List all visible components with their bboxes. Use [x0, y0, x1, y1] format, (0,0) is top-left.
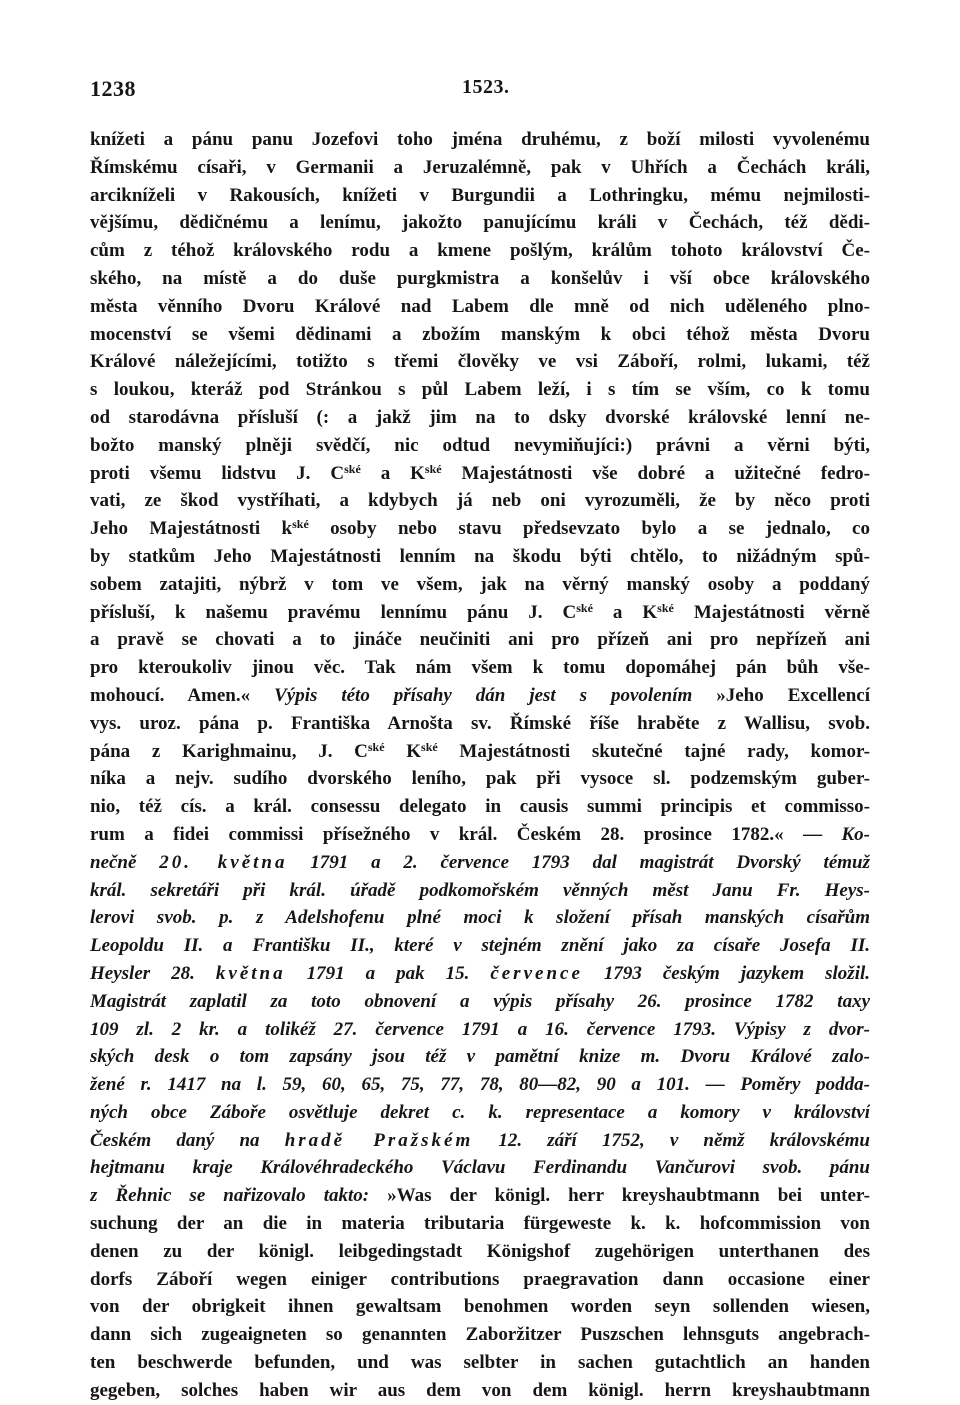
text-run: a K: [360, 462, 425, 484]
text-line: [90, 1321, 870, 1349]
text-line: [90, 654, 870, 682]
text-line: [90, 321, 870, 349]
text-run: lerovi svob. p. z Adelshofenu plné moci k složení přísah manských císařům: [90, 907, 870, 929]
superscript-abbrev: ské: [421, 739, 438, 754]
text-run: nečně: [90, 851, 160, 873]
text-run: Heysler 28.: [90, 962, 216, 984]
text-run: božto manský plněji svědčí, nic odtud nevymiňujíci:) právni a věrni býti,: [90, 434, 870, 456]
text-line: [90, 793, 870, 821]
superscript-abbrev: ské: [424, 461, 442, 476]
text-line: [90, 765, 870, 793]
text-run: Leopoldu II. a Františku II., které v stejném znění jako za císaře Josefa II.: [90, 935, 870, 957]
text-line: [90, 1238, 870, 1266]
text-run: a pravě se chovati a to jináče neučiniti ani pro přízeň ani pro nepřízeň ani: [90, 629, 870, 651]
text-line: [90, 348, 870, 376]
text-run: Ko-: [841, 823, 870, 845]
text-run: Majestátnosti vše dobré a užitečné fedro-: [441, 462, 870, 484]
text-run: z Řehnic se nařizovalo takto:: [90, 1185, 370, 1207]
text-line: [90, 376, 870, 404]
text-run: »Jeho Excellencí: [692, 684, 870, 706]
text-run: mocenství se všemi dědinami a zbožím manským k obci téhož města Dvoru: [90, 323, 870, 345]
text-run: von der obrigkeit ihnen gewaltsam benohmen worden seyn sollenden wiesen,: [90, 1296, 870, 1318]
text-run: —: [689, 1074, 741, 1096]
text-run: ných obce Záboře osvětluje dekret c. k. representace a komory v království: [90, 1101, 870, 1123]
text-run: 20. května: [159, 851, 288, 873]
text-line: [90, 599, 870, 627]
text-run: nio, též cís. a král. consessu delegato in causis summi principis et commisso-: [90, 796, 870, 818]
text-run: K: [384, 740, 422, 762]
superscript-abbrev: ské: [367, 739, 385, 754]
text-run: vys. uroz. pána p. Františka Arnošta sv. Římské říše hraběte z Wallisu, svob.: [90, 712, 870, 734]
text-run: ten beschwerde befunden, und was selbter in sachen gutachtlich an handen: [90, 1352, 870, 1374]
text-line: [90, 682, 870, 710]
text-line: [90, 988, 870, 1016]
text-run: níka a nejv. sudího dvorského leního, pak při vysoce sl. podzemským guber-: [90, 768, 870, 790]
running-header-year: 1523.: [462, 76, 510, 98]
text-line: [90, 571, 870, 599]
text-line: [90, 404, 870, 432]
text-run: 1791 a 2. července 1793 dal magistrát Dvorský témuž: [287, 851, 870, 873]
text-run: pro kteroukoliv jinou věc. Tak nám všem k tomu dopomáhej pán bůh vše-: [90, 657, 870, 679]
text-line: [90, 960, 870, 988]
text-run: 1793 českým jazykem složil.: [582, 962, 870, 984]
text-line: [90, 1377, 870, 1405]
text-run: Jeho Majestátnosti k: [90, 518, 293, 540]
text-line: [90, 1016, 870, 1044]
text-run: července: [490, 962, 583, 984]
text-line: [90, 237, 870, 265]
text-line: [90, 182, 870, 210]
text-line: [90, 293, 870, 321]
text-line: [90, 154, 870, 182]
text-run: Římskému císaři, v Germanii a Jeruzalémně, pak v Uhřích a Čechách králi,: [90, 156, 870, 178]
text-run: by statkům Jeho Majestátnosti lenním na škodu býti chtělo, to nižádným spů-: [90, 545, 870, 567]
text-line: [90, 265, 870, 293]
text-line: [90, 1043, 870, 1071]
text-line: [90, 487, 870, 515]
text-run: Majestátnosti skutečné tajné rady, komor-: [437, 740, 870, 762]
text-run: král. sekretáři při král. úřadě podkomořském věnných měst Janu Fr. Heys-: [90, 879, 870, 901]
text-run: 1791 a pak 15.: [285, 962, 491, 984]
text-line: [90, 821, 870, 849]
text-run: dann sich zugeaigneten so genannten Zaboržitzer Puszschen lehnsguts angebrach-: [90, 1324, 870, 1346]
text-line: [90, 1210, 870, 1238]
text-line: [90, 460, 870, 488]
text-line: [90, 432, 870, 460]
text-line: [90, 904, 870, 932]
text-line: [90, 126, 870, 154]
body-text: [90, 126, 870, 1405]
text-run: Králové náležejícími, totižto s třemi člověky ve vsi Záboří, rolmi, lukami, též: [90, 351, 870, 373]
text-run: suchung der an die in materia tributaria fürgeweste k. k. hofcommission von: [90, 1213, 870, 1235]
superscript-abbrev: ské: [344, 461, 361, 476]
text-line: [90, 877, 870, 905]
text-line: [90, 209, 870, 237]
text-line: [90, 1349, 870, 1377]
text-line: [90, 1154, 870, 1182]
text-run: Poměry podda-: [740, 1074, 870, 1096]
text-run: pána z Karighmainu, J. C: [90, 740, 368, 762]
text-line: [90, 626, 870, 654]
text-run: Českém daný na: [90, 1129, 285, 1151]
text-line: [90, 932, 870, 960]
text-run: arcikníželi v Rakousích, knížeti v Burgundii a Lothringku, mému nejmilosti-: [90, 184, 870, 206]
text-run: Výpis této přísahy dán jest s povolením: [274, 684, 693, 706]
text-run: s loukou, kteráž pod Stránkou s půl Labem leží, i s tím se vším, co k tomu: [90, 379, 870, 401]
text-line: [90, 710, 870, 738]
text-run: proti všemu lidstvu J. C: [90, 462, 345, 484]
text-run: dorfs Záboří wegen einiger contributions praegravation dann occasione einer: [90, 1268, 870, 1290]
text-line: [90, 1182, 870, 1210]
superscript-abbrev: ské: [292, 517, 309, 532]
text-run: května: [215, 962, 286, 984]
text-run: žené r. 1417 na l. 59, 60, 65, 75, 77, 78, 80—82, 90 a 101.: [90, 1074, 690, 1096]
text-line: [90, 738, 870, 766]
text-run: mohoucí. Amen.«: [90, 684, 275, 706]
text-line: [90, 1071, 870, 1099]
text-run: rum a fidei commissi přísežného v král. Českém 28. prosince 1782.« —: [90, 823, 842, 845]
superscript-abbrev: ské: [657, 600, 674, 615]
text-run: přísluší, k našemu pravému lennímu pánu J. C: [90, 601, 577, 623]
text-run: hradě Pražském: [284, 1129, 474, 1151]
text-line: [90, 849, 870, 877]
text-run: 12. září 1752, v němž královskému: [473, 1129, 870, 1151]
text-run: vati, ze škod vystříhati, a kdybych já neb oni vyrozuměli, že by něco proti: [90, 490, 870, 512]
text-run: města věnního Dvoru Králové nad Labem dle mně od nich uděleného plno-: [90, 295, 870, 317]
text-line: [90, 1293, 870, 1321]
text-run: Majestátnosti věrně: [673, 601, 870, 623]
text-line: [90, 1099, 870, 1127]
text-run: 109 zl. 2 kr. a tolikéž 27. července 1791 a 16. července 1793. Výpisy z dvor-: [90, 1018, 870, 1040]
text-run: ských desk o tom zapsány jsou též v pamětní knize m. Dvoru Králové zalo-: [90, 1046, 870, 1068]
text-run: od starodávna přísluší (: a jakž jim na to dsky dvorské královské lenní ne-: [90, 406, 870, 428]
text-run: knížeti a pánu panu Jozefovi toho jména druhému, z boží milosti vyvolenému: [90, 129, 870, 150]
text-line: [90, 543, 870, 571]
text-run: hejtmanu kraje Královéhradeckého Václavu Ferdinandu Vančurovi svob. pánu: [90, 1157, 870, 1179]
text-run: gegeben, solches haben wir aus dem von dem königl. herrn kreyshaubtmann: [90, 1379, 870, 1401]
text-run: a K: [592, 601, 658, 623]
superscript-abbrev: ské: [576, 600, 593, 615]
text-run: Magistrát zaplatil za toto obnovení a výpis přísahy 26. prosince 1782 taxy: [90, 990, 870, 1012]
text-run: »Was der königl. herr kreyshaubtmann bei unter-: [369, 1185, 870, 1207]
text-run: osoby nebo stavu předsevzato bylo a se jednalo, co: [308, 518, 870, 540]
text-run: cům z téhož královského rodu a kmene pošlým, králům tohoto království Če-: [90, 240, 870, 262]
text-line: [90, 1266, 870, 1294]
text-run: vějšímu, dědičnému a lenímu, jakožto panujícímu králi v Čechách, též dědi-: [90, 212, 870, 234]
text-line: [90, 515, 870, 543]
text-line: [90, 1127, 870, 1155]
page-number: 1238: [90, 76, 136, 101]
text-run: denen zu der königl. leibgedingstadt Königshof zugehörigen unterthanen des: [90, 1240, 870, 1262]
text-run: sobem zatajiti, nýbrž v tom ve všem, jak na věrný manský osoby a poddaný: [90, 573, 870, 595]
text-run: ského, na místě a do duše purgkmistra a konšelův i vší obce královského: [90, 267, 870, 289]
